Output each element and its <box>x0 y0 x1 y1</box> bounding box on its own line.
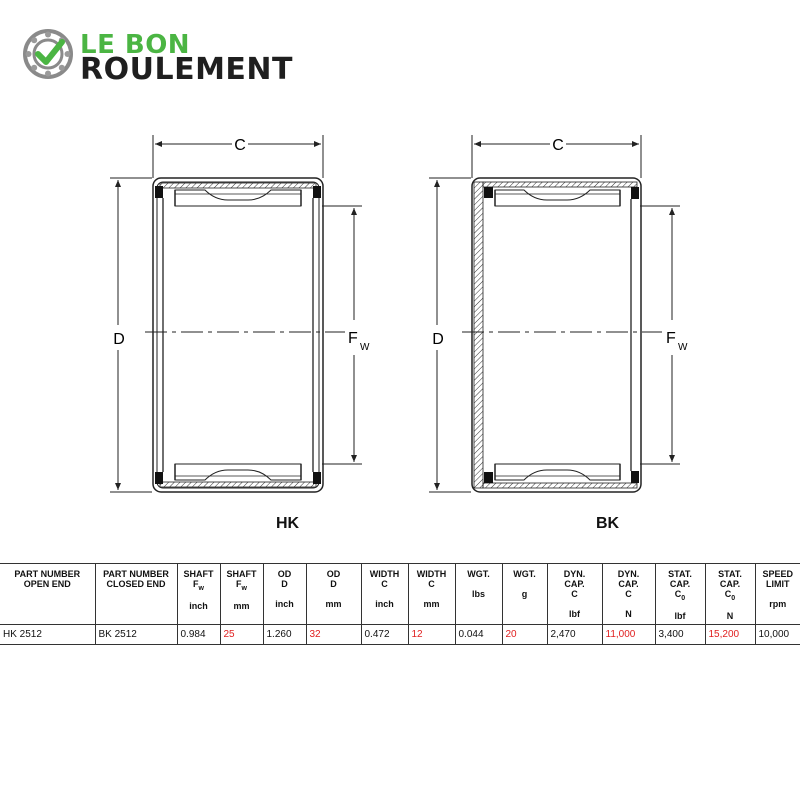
hk-dim-f-sub: W <box>360 342 370 353</box>
table-cell: 10,000 <box>755 625 800 645</box>
column-header: STAT. CAP. $C_0$ lbf <box>655 564 705 625</box>
column-header: SPEED LIMIT rpm <box>755 564 800 625</box>
bk-title: BK <box>596 515 620 532</box>
column-header: WGT. lbs <box>455 564 502 625</box>
column-header: WGT. g <box>502 564 547 625</box>
hk-drawing <box>110 135 370 492</box>
spec-table <box>0 563 800 645</box>
table-cell: 2,470 <box>547 625 602 645</box>
table-cell: 0.044 <box>455 625 502 645</box>
column-header: SHAFT $F_w$ mm <box>220 564 263 625</box>
table-cell: 11,000 <box>602 625 655 645</box>
column-header: DYN. CAP. C N <box>602 564 655 625</box>
table-cell: 0.472 <box>361 625 408 645</box>
table-cell: HK 2512 <box>0 625 95 645</box>
logo-line1: LE BON <box>80 30 191 60</box>
table-cell: 15,200 <box>705 625 755 645</box>
column-header: SHAFT $F_w$ inch <box>177 564 220 625</box>
hk-dim-d: D <box>113 331 125 348</box>
column-header: WIDTH C inch <box>361 564 408 625</box>
table-cell: 0.984 <box>177 625 220 645</box>
bk-drawing <box>429 135 688 492</box>
table-cell: 1.260 <box>263 625 306 645</box>
column-header: DYN. CAP. C lbf <box>547 564 602 625</box>
column-header: STAT. CAP. $C_0$ N <box>705 564 755 625</box>
column-header: PART NUMBER CLOSED END <box>95 564 177 625</box>
column-header: OD D inch <box>263 564 306 625</box>
column-header: PART NUMBER OPEN END <box>0 564 95 625</box>
table-header-row <box>0 564 800 625</box>
hk-title: HK <box>276 515 300 532</box>
column-header: OD D mm <box>306 564 361 625</box>
bk-dim-d: D <box>432 331 444 348</box>
column-header: WIDTH C mm <box>408 564 455 625</box>
bk-dim-c: C <box>552 137 564 154</box>
hk-dim-f: F <box>348 330 358 347</box>
table-cell: 20 <box>502 625 547 645</box>
hk-dim-c: C <box>234 137 246 154</box>
table-cell: 3,400 <box>655 625 705 645</box>
table-row <box>0 625 800 645</box>
table-cell: 25 <box>220 625 263 645</box>
table-cell: 12 <box>408 625 455 645</box>
bk-dim-f-sub: W <box>678 342 688 353</box>
logo-line2: ROULEMENT <box>80 52 293 87</box>
table-cell: BK 2512 <box>95 625 177 645</box>
bk-dim-f: F <box>666 330 676 347</box>
table-cell: 32 <box>306 625 361 645</box>
